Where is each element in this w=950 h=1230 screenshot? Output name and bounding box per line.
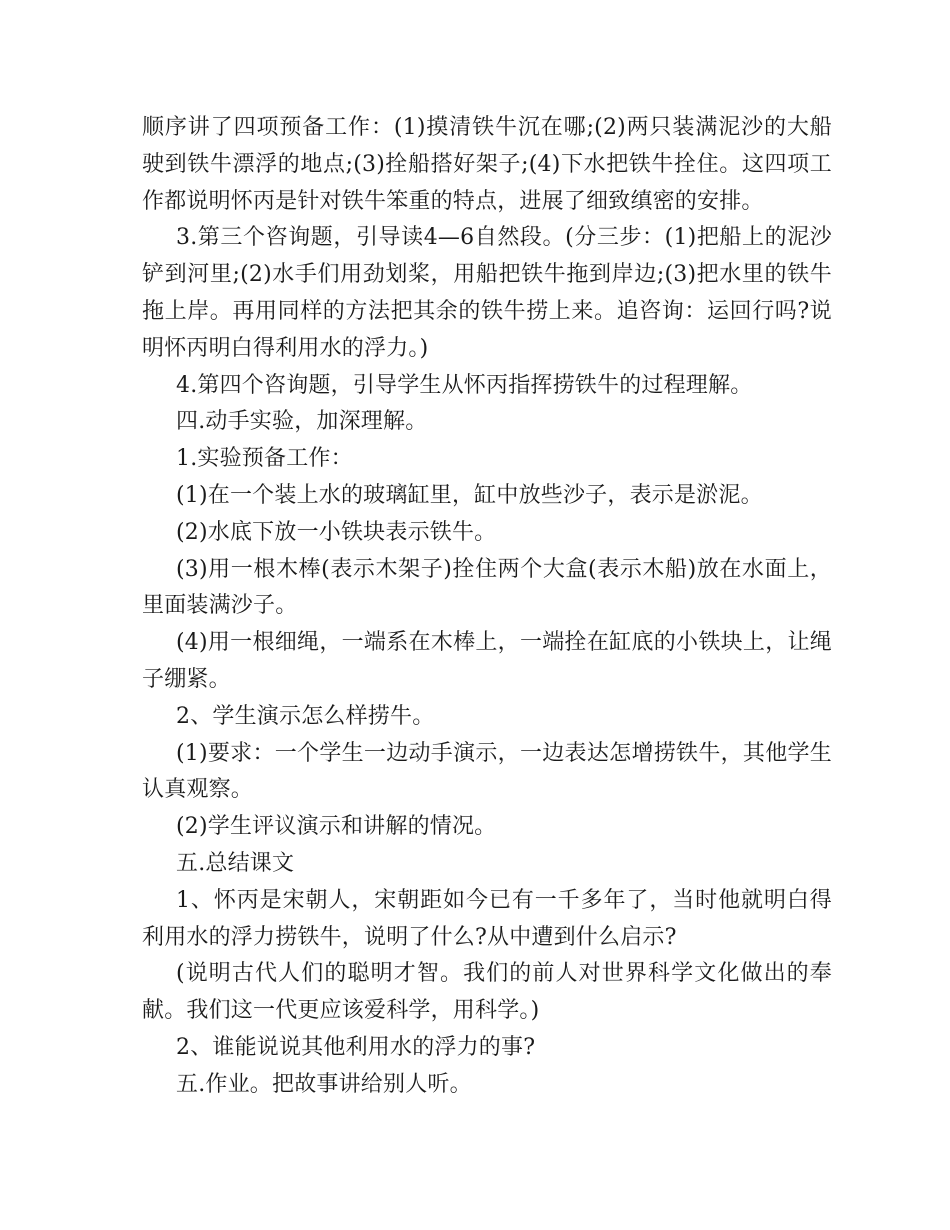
document-body	[142, 110, 832, 1104]
paragraph: 顺序讲了四项预备工作：(1)摸清铁牛沉在哪;(2)两只装满泥沙的大船驶到铁牛漂浮的地点;(3)拴船搭好架子;(4)下水把铁牛拴住。这四项工作都说明怀丙是针对铁牛笨重的特点，进展了细致缜密的安排。	[142, 115, 832, 214]
list-item: (1)在一个装上水的玻璃缸里，缸中放些沙子，表示是淤泥。	[176, 482, 763, 508]
paragraph: 2、谁能说说其他利用水的浮力的事?	[176, 1034, 536, 1060]
list-item: (4)用一根细绳，一端系在木棒上，一端拴在缸底的小铁块上，让绳子绷紧。	[142, 630, 832, 692]
paragraph: 2、学生演示怎么样捞牛。	[176, 703, 435, 729]
paragraph: 1.实验预备工作：	[176, 446, 353, 472]
paragraph: (说明古代人们的聪明才智。我们的前人对世界科学文化做出的奉献。我们这一代更应该爱科学，用科学。)	[142, 961, 832, 1024]
section-heading: 四.动手实验，加深理解。	[176, 409, 428, 435]
section-heading: 五.作业。把故事讲给别人听。	[176, 1071, 472, 1097]
section-heading: 五.总结课文	[176, 850, 295, 876]
list-item: (2)学生评议演示和讲解的情况。	[176, 814, 497, 840]
list-item: (2)水底下放一小铁块表示铁牛。	[176, 519, 497, 545]
list-item: (1)要求：一个学生一边动手演示，一边表达怎增捞铁牛，其他学生认真观察。	[142, 740, 832, 803]
list-item: (3)用一根木棒(表示木架子)拴住两个大盒(表示木船)放在水面上，里面装满沙子。	[142, 556, 832, 619]
paragraph: 1、怀丙是宋朝人，宋朝距如今已有一千多年了，当时他就明白得利用水的浮力捞铁牛，说明了什么?从中遭到什么启示?	[142, 887, 832, 950]
paragraph: 4.第四个咨询题，引导学生从怀丙指挥捞铁牛的过程理解。	[176, 372, 753, 398]
paragraph: 3.第三个咨询题，引导读4—6自然段。(分三步：(1)把船上的泥沙铲到河里;(2)水手们用劲划桨，用船把铁牛拖到岸边;(3)把水里的铁牛拖上岸。再用同样的方法把其余的铁牛捞上来。追咨询：运回行吗?说明怀丙明白得利用水的浮力。)	[142, 225, 832, 361]
